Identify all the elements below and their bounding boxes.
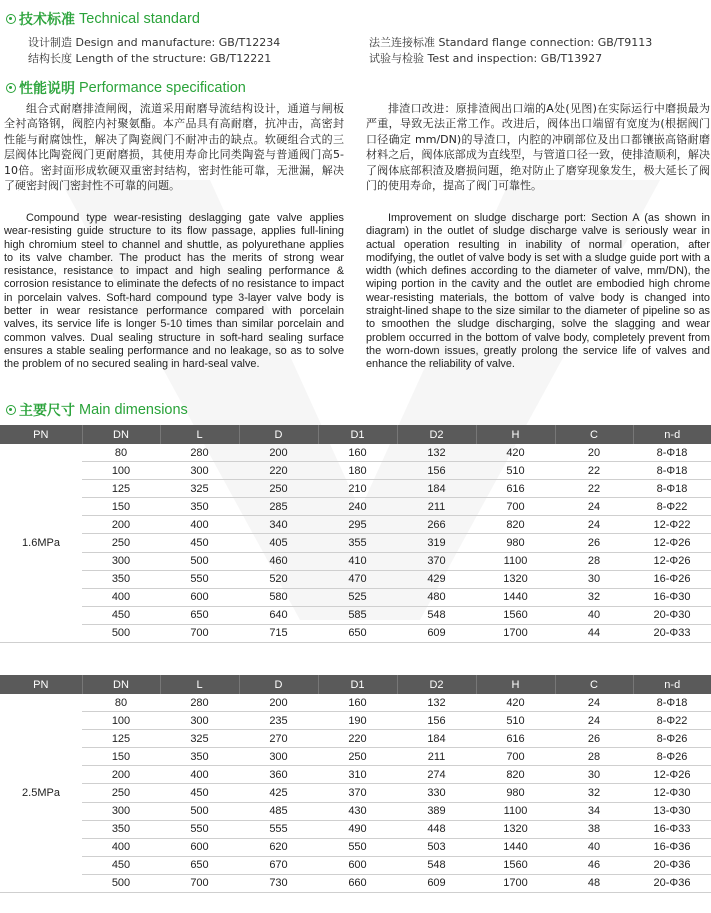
table-cell: 211 (397, 498, 476, 516)
table-cell: 555 (239, 820, 318, 838)
table-cell: 30 (555, 766, 633, 784)
table-cell: 132 (397, 444, 476, 462)
table-cell: 1320 (476, 570, 555, 588)
table-cell: 24 (555, 516, 633, 534)
table-cell: 700 (160, 874, 239, 892)
performance-en-right: Improvement on sludge discharge port: Section A (as shown in diagram) in the outlet of sludge discharge valve is seriously wear in actual operation resulting in inability of normal operation, after modifying, the outlet of valve body is set with a sludge guide port with a width (which defines according to the diameter of valve, mm/DN), the wiping portion in the cavity and the outlet are embodied high chrome wear-resisting materials, the bottom of valve body is changed into straight-lined shape to the size similar to the diameter of pipeline so as to smoothen the sludge discharging, solve the slagging and wear problem occurred in the bottom of valve body, completely prevent from the worn-down issues, greatly prolong the service life of valves and enhance the reliability of valve. (366, 212, 710, 371)
table-cell: 100 (82, 462, 160, 480)
table-cell: 1320 (476, 820, 555, 838)
table-cell: 20-Φ36 (633, 874, 711, 892)
table-cell: 24 (555, 712, 633, 730)
table-cell: 650 (160, 606, 239, 624)
table-cell: 500 (82, 874, 160, 892)
pn-pressure-cell: 2.5MPa (0, 694, 82, 893)
table-row (0, 624, 711, 642)
table-cell: 200 (239, 694, 318, 712)
table-cell: 12-Φ30 (633, 784, 711, 802)
table-cell: 280 (160, 444, 239, 462)
table-cell: 16-Φ30 (633, 588, 711, 606)
table-cell: 48 (555, 874, 633, 892)
table-cell: 340 (239, 516, 318, 534)
table-cell: 525 (318, 588, 397, 606)
table-cell: 650 (160, 856, 239, 874)
table-cell: 274 (397, 766, 476, 784)
table-cell: 370 (318, 784, 397, 802)
table-row (0, 712, 711, 730)
column-header-d2: D2 (397, 425, 476, 444)
table-cell: 410 (318, 552, 397, 570)
table-cell: 370 (397, 552, 476, 570)
table-cell: 12-Φ26 (633, 534, 711, 552)
table-row (0, 552, 711, 570)
table-cell: 550 (318, 838, 397, 856)
table-row (0, 802, 711, 820)
table-cell: 470 (318, 570, 397, 588)
table-row (0, 748, 711, 766)
column-header-l: L (160, 675, 239, 694)
table-cell: 1560 (476, 606, 555, 624)
table-cell: 500 (82, 624, 160, 642)
table-header-row (0, 425, 711, 444)
table-cell: 616 (476, 730, 555, 748)
table-cell: 285 (239, 498, 318, 516)
standard-flange: 法兰连接标准 Standard flange connection: GB/T9113 (369, 36, 653, 49)
table-cell: 44 (555, 624, 633, 642)
table-cell: 400 (160, 766, 239, 784)
table-cell: 30 (555, 570, 633, 588)
table-cell: 200 (82, 766, 160, 784)
table-cell: 325 (160, 480, 239, 498)
table-cell: 20 (555, 444, 633, 462)
table-cell: 210 (318, 480, 397, 498)
table-cell: 460 (239, 552, 318, 570)
table-cell: 548 (397, 856, 476, 874)
table-cell: 550 (160, 570, 239, 588)
table-cell: 820 (476, 766, 555, 784)
table-cell: 480 (397, 588, 476, 606)
main-dimensions-heading: 主要尺寸 Main dimensions (6, 400, 188, 420)
table-cell: 1440 (476, 588, 555, 606)
table-cell: 26 (555, 534, 633, 552)
table-cell: 1100 (476, 552, 555, 570)
table-cell: 32 (555, 784, 633, 802)
column-header-nd: n-d (633, 425, 711, 444)
table-cell: 389 (397, 802, 476, 820)
table-cell: 450 (82, 606, 160, 624)
table-cell: 250 (82, 534, 160, 552)
table-row (0, 838, 711, 856)
table-cell: 448 (397, 820, 476, 838)
table-row (0, 694, 711, 712)
table-cell: 1560 (476, 856, 555, 874)
table-cell: 24 (555, 694, 633, 712)
table-cell: 22 (555, 480, 633, 498)
table-row (0, 480, 711, 498)
table-cell: 22 (555, 462, 633, 480)
table-cell: 150 (82, 748, 160, 766)
table-row (0, 444, 711, 462)
table-cell: 503 (397, 838, 476, 856)
column-header-d1: D1 (318, 675, 397, 694)
table-cell: 700 (476, 498, 555, 516)
table-row (0, 570, 711, 588)
column-header-d: D (239, 675, 318, 694)
table-cell: 250 (82, 784, 160, 802)
table-cell: 640 (239, 606, 318, 624)
table-cell: 16-Φ36 (633, 838, 711, 856)
table-cell: 730 (239, 874, 318, 892)
table-cell: 429 (397, 570, 476, 588)
pn-pressure-cell: 1.6MPa (0, 444, 82, 643)
table-cell: 400 (82, 588, 160, 606)
table-cell: 325 (160, 730, 239, 748)
table-cell: 450 (160, 784, 239, 802)
table-cell: 330 (397, 784, 476, 802)
table-cell: 270 (239, 730, 318, 748)
table-cell: 355 (318, 534, 397, 552)
column-header-pn: PN (0, 675, 82, 694)
table-row (0, 606, 711, 624)
table-cell: 650 (318, 624, 397, 642)
column-header-nd: n-d (633, 675, 711, 694)
table-cell: 300 (239, 748, 318, 766)
table-cell: 300 (82, 802, 160, 820)
table-cell: 32 (555, 588, 633, 606)
column-header-d: D (239, 425, 318, 444)
table-cell: 24 (555, 498, 633, 516)
dimensions-table-1.6mpa (0, 425, 711, 643)
table-cell: 220 (318, 730, 397, 748)
table-cell: 548 (397, 606, 476, 624)
table-cell: 310 (318, 766, 397, 784)
column-header-c: C (555, 675, 633, 694)
table-cell: 156 (397, 712, 476, 730)
table-cell: 40 (555, 838, 633, 856)
table-cell: 360 (239, 766, 318, 784)
table-row (0, 766, 711, 784)
table-cell: 715 (239, 624, 318, 642)
table-cell: 700 (476, 748, 555, 766)
table-cell: 150 (82, 498, 160, 516)
table-cell: 12-Φ22 (633, 516, 711, 534)
table-row (0, 516, 711, 534)
table-cell: 609 (397, 874, 476, 892)
table-cell: 13-Φ30 (633, 802, 711, 820)
table-cell: 300 (160, 712, 239, 730)
table-cell: 980 (476, 534, 555, 552)
table-cell: 670 (239, 856, 318, 874)
table-cell: 600 (160, 838, 239, 856)
table-cell: 160 (318, 444, 397, 462)
table-cell: 510 (476, 712, 555, 730)
column-header-c: C (555, 425, 633, 444)
table-cell: 550 (160, 820, 239, 838)
table-row (0, 856, 711, 874)
table-cell: 266 (397, 516, 476, 534)
table-cell: 280 (160, 694, 239, 712)
table-cell: 319 (397, 534, 476, 552)
table-cell: 26 (555, 730, 633, 748)
table-cell: 430 (318, 802, 397, 820)
table-header-row (0, 675, 711, 694)
table-cell: 350 (82, 820, 160, 838)
table-cell: 132 (397, 694, 476, 712)
table-cell: 8-Φ18 (633, 694, 711, 712)
table-cell: 20-Φ36 (633, 856, 711, 874)
table-cell: 700 (160, 624, 239, 642)
performance-cn-left: 组合式耐磨排渣闸阀，流道采用耐磨导流结构设计，通道与闸板全衬高铬钢，阀腔内衬聚氨酯。本产品具有高耐磨，抗冲击，高密封性能与耐腐蚀性，解决了陶瓷阀门不耐冲击的缺点。软硬组合式的三层阀体比陶瓷阀门更耐磨损，其使用寿命比同类陶瓷与普通阀门高5-10倍。密封面形成软硬双重密封结构，密封性能可靠，无泄漏，解决了硬密封阀门密封性不可靠的问题。 (4, 102, 344, 193)
column-header-dn: DN (82, 425, 160, 444)
table-cell: 34 (555, 802, 633, 820)
table-cell: 200 (239, 444, 318, 462)
table-cell: 190 (318, 712, 397, 730)
table-cell: 100 (82, 712, 160, 730)
table-cell: 8-Φ18 (633, 480, 711, 498)
table-cell: 609 (397, 624, 476, 642)
standard-length: 结构长度 Length of the structure: GB/T12221 (28, 52, 272, 65)
table-cell: 12-Φ26 (633, 766, 711, 784)
column-header-d1: D1 (318, 425, 397, 444)
circle-bullet-icon (6, 83, 16, 93)
table-cell: 425 (239, 784, 318, 802)
table-cell: 80 (82, 444, 160, 462)
table-cell: 820 (476, 516, 555, 534)
performance-en-left: Compound type wear-resisting deslagging gate valve applies wear-resisting guide structure to its flow passage, applies full-lining high chromium steel to channel and shuttle, as polyurethane applies to its valve chamber. The product has the merits of strong wear resistance, resistance to impact and high sealing performance & corrosion resistance to eliminate the defects of no resistance to impact in porcelain valves. Soft-hard compound type 3-layer valve body is better in wear resistance performance compared with porcelain valves, its service life is longer 5-10 times than similar porcelain and common valves. Dual sealing structure in soft-hard sealing surface ensures a stable sealing performance and no leakage, so as to solve the problem of no secured sealing in hard-seal valve. (4, 212, 344, 371)
table-cell: 180 (318, 462, 397, 480)
table-row (0, 874, 711, 892)
table-cell: 295 (318, 516, 397, 534)
table-cell: 8-Φ22 (633, 498, 711, 516)
table-cell: 1440 (476, 838, 555, 856)
table-cell: 184 (397, 480, 476, 498)
table-cell: 184 (397, 730, 476, 748)
table-cell: 8-Φ18 (633, 462, 711, 480)
table-cell: 400 (160, 516, 239, 534)
table-cell: 300 (160, 462, 239, 480)
table-cell: 500 (160, 802, 239, 820)
column-header-pn: PN (0, 425, 82, 444)
table-cell: 250 (318, 748, 397, 766)
table-cell: 510 (476, 462, 555, 480)
standard-test: 试验与检验 Test and inspection: GB/T13927 (369, 52, 603, 65)
table-cell: 450 (82, 856, 160, 874)
table-cell: 350 (82, 570, 160, 588)
column-header-d2: D2 (397, 675, 476, 694)
table-row (0, 730, 711, 748)
table-cell: 28 (555, 552, 633, 570)
table-cell: 350 (160, 748, 239, 766)
table-cell: 350 (160, 498, 239, 516)
table-row (0, 784, 711, 802)
table-cell: 490 (318, 820, 397, 838)
circle-bullet-icon (6, 405, 16, 415)
table-cell: 16-Φ33 (633, 820, 711, 838)
table-cell: 500 (160, 552, 239, 570)
performance-cn-right: 排渣口改进：原排渣阀出口端的A处(见图)在实际运行中磨损最为严重，导致无法正常工作。改进后，阀体出口端留有宽度为(根据阀门口径确定 mm/DN)的导渣口，内腔的冲刷部位及出口都镶嵌高铬耐磨材料之后，阀体底部成为直线型，与管道口径一致，使排渣顺利，解决了阀体底部积渣及磨损问题，绝对防止了磨穿现象发生，极大延长了阀门的使用寿命，提高了阀门可靠性。 (366, 102, 710, 193)
column-header-h: H (476, 425, 555, 444)
table-cell: 80 (82, 694, 160, 712)
column-header-h: H (476, 675, 555, 694)
technical-standard-heading: 技术标准 Technical standard (6, 9, 200, 29)
table-cell: 8-Φ22 (633, 712, 711, 730)
table-cell: 600 (160, 588, 239, 606)
table-cell: 125 (82, 480, 160, 498)
table-cell: 250 (239, 480, 318, 498)
table-cell: 235 (239, 712, 318, 730)
table-cell: 211 (397, 748, 476, 766)
table-cell: 450 (160, 534, 239, 552)
table-cell: 420 (476, 444, 555, 462)
dimensions-table-2.5mpa (0, 675, 711, 893)
table-cell: 8-Φ26 (633, 748, 711, 766)
table-cell: 125 (82, 730, 160, 748)
table-cell: 405 (239, 534, 318, 552)
table-cell: 20-Φ30 (633, 606, 711, 624)
table-cell: 616 (476, 480, 555, 498)
table-cell: 485 (239, 802, 318, 820)
table-cell: 28 (555, 748, 633, 766)
table-cell: 156 (397, 462, 476, 480)
table-cell: 160 (318, 694, 397, 712)
circle-bullet-icon (6, 14, 16, 24)
table-cell: 220 (239, 462, 318, 480)
table-cell: 8-Φ26 (633, 730, 711, 748)
table-row (0, 534, 711, 552)
table-row (0, 820, 711, 838)
table-cell: 1700 (476, 874, 555, 892)
table-cell: 40 (555, 606, 633, 624)
table-cell: 580 (239, 588, 318, 606)
table-cell: 400 (82, 838, 160, 856)
table-cell: 620 (239, 838, 318, 856)
table-cell: 240 (318, 498, 397, 516)
table-cell: 600 (318, 856, 397, 874)
table-cell: 16-Φ26 (633, 570, 711, 588)
table-row (0, 462, 711, 480)
table-row (0, 498, 711, 516)
table-cell: 585 (318, 606, 397, 624)
table-cell: 300 (82, 552, 160, 570)
table-cell: 980 (476, 784, 555, 802)
performance-heading: 性能说明 Performance specification (6, 78, 246, 98)
table-cell: 660 (318, 874, 397, 892)
table-cell: 520 (239, 570, 318, 588)
table-cell: 1100 (476, 802, 555, 820)
table-cell: 1700 (476, 624, 555, 642)
table-cell: 12-Φ26 (633, 552, 711, 570)
table-cell: 20-Φ33 (633, 624, 711, 642)
table-row (0, 588, 711, 606)
column-header-l: L (160, 425, 239, 444)
standard-design: 设计制造 Design and manufacture: GB/T12234 (28, 36, 281, 49)
table-cell: 200 (82, 516, 160, 534)
table-cell: 46 (555, 856, 633, 874)
table-cell: 8-Φ18 (633, 444, 711, 462)
table-cell: 420 (476, 694, 555, 712)
column-header-dn: DN (82, 675, 160, 694)
table-cell: 38 (555, 820, 633, 838)
